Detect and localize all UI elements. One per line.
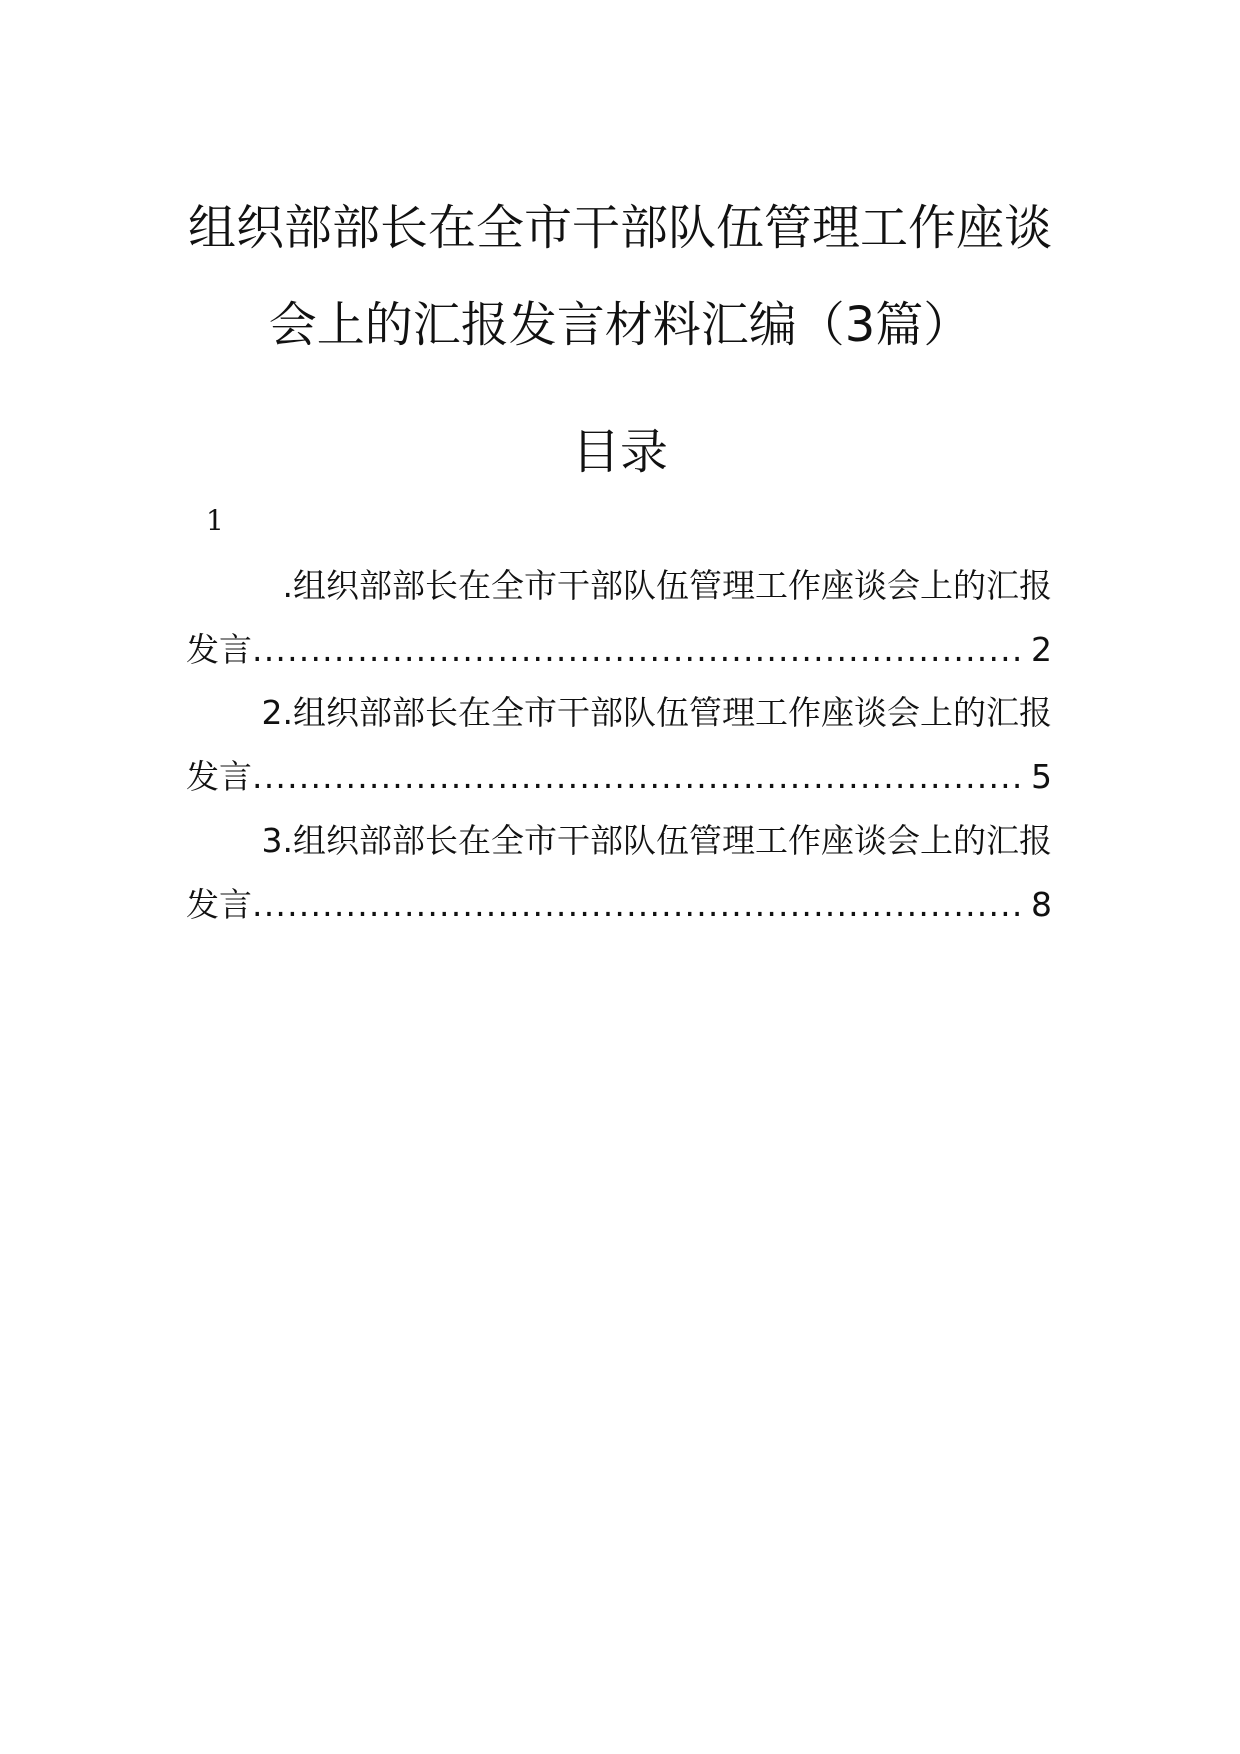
toc-leader-dots bbox=[252, 755, 1027, 799]
toc-entry-1-title[interactable]: .组织部部长在全市干部队伍管理工作座谈会上的汇报 bbox=[282, 566, 1052, 605]
toc-entry-3-title[interactable]: 3.组织部部长在全市干部队伍管理工作座谈会上的汇报 bbox=[261, 821, 1052, 860]
toc-entry-1-title-end: 发言 bbox=[186, 630, 252, 669]
document-title-line-2: 会上的汇报发言材料汇编（3篇） bbox=[268, 297, 972, 353]
toc-entry-3-page-number: 8 bbox=[1031, 885, 1052, 924]
toc-leader-dots bbox=[252, 628, 1027, 672]
toc-entry-2-title[interactable]: 2.组织部部长在全市干部队伍管理工作座谈会上的汇报 bbox=[261, 693, 1052, 732]
toc-entry-1-page-number: 2 bbox=[1031, 630, 1052, 669]
toc-heading: 目录 bbox=[571, 424, 668, 480]
toc-leader-dots bbox=[252, 883, 1027, 927]
toc-entry-3-title-end: 发言 bbox=[186, 885, 252, 924]
toc-entry-3-continuation[interactable] bbox=[186, 883, 1052, 927]
document-title-line-1: 组织部部长在全市干部队伍管理工作座谈 bbox=[187, 200, 1052, 256]
toc-entry-2-title-end: 发言 bbox=[186, 757, 252, 796]
toc-entry-1-continuation[interactable] bbox=[186, 628, 1052, 672]
toc-entry-2-continuation[interactable] bbox=[186, 755, 1052, 799]
toc-stray-number: 1 bbox=[206, 504, 224, 537]
toc-entry-2-page-number: 5 bbox=[1031, 757, 1052, 796]
